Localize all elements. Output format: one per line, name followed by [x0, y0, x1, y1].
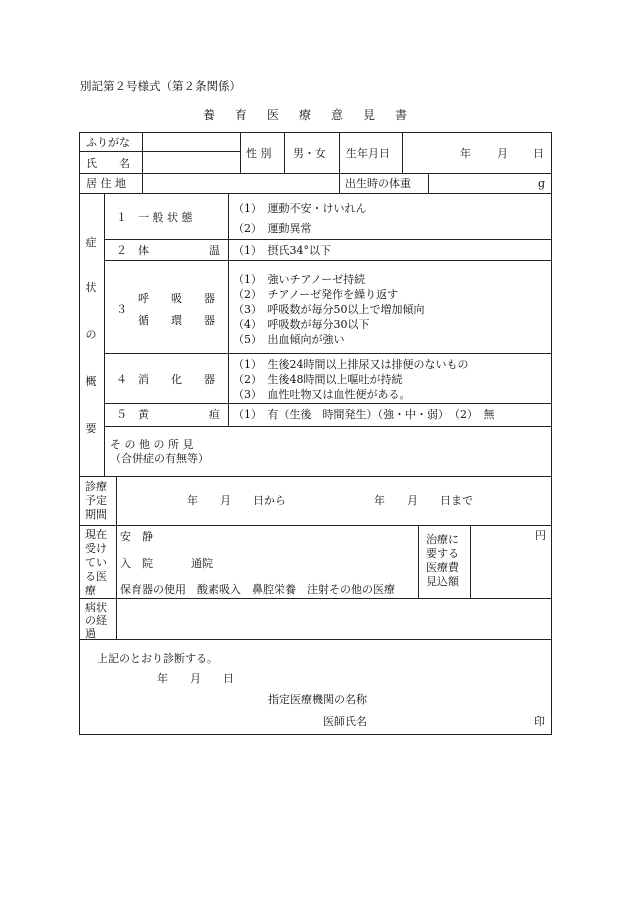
- seal-label: 印: [534, 715, 545, 728]
- cost-label-2: 要する: [426, 547, 459, 560]
- symptoms-label-1: 症: [85, 236, 97, 249]
- respiratory-option[interactable]: （1） 強いチアノーゼ持続: [233, 273, 366, 286]
- digestive-label: ４ 消 化 器: [116, 373, 215, 386]
- current-label-5: 療: [85, 584, 96, 597]
- birth-weight-label: 出生時の体重: [345, 177, 411, 190]
- general-condition-label: １ 一 般 状 態: [116, 211, 193, 224]
- digestive-option[interactable]: （2） 生後48時間以上嘔吐が持続: [233, 373, 403, 386]
- course-label-3: 過: [85, 627, 96, 640]
- course-label-1: 病状: [85, 601, 107, 614]
- digestive-option[interactable]: （3） 血性吐物又は血性便がある。: [233, 388, 411, 401]
- sex-options[interactable]: 男・女: [293, 147, 326, 160]
- temperature-option[interactable]: （1） 摂氏34°以下: [233, 244, 331, 257]
- current-label-4: る医: [85, 570, 107, 583]
- symptoms-label-3: の: [85, 328, 97, 341]
- temperature-label-end: 温: [209, 244, 220, 257]
- complications-label: （合併症の有無等）: [110, 452, 209, 465]
- respiratory-label: 呼 吸 器: [138, 292, 215, 305]
- page-title: 養育医療意見書: [202, 108, 427, 122]
- name-label: 氏 名: [86, 157, 130, 170]
- symptoms-label-5: 要: [85, 422, 97, 435]
- treatment-rest[interactable]: 安 静: [120, 530, 153, 543]
- cost-label-1: 治療に: [426, 533, 459, 546]
- circulatory-label: 循 環 器: [138, 314, 215, 327]
- other-findings-label: そ の 他 の 所 見: [110, 438, 194, 451]
- respiratory-option[interactable]: （4） 呼吸数が毎分30以下: [233, 318, 370, 331]
- period-to: 年 月 日まで: [374, 494, 473, 507]
- treatment-admission[interactable]: 入 院: [120, 557, 153, 570]
- jaundice-label: ５ 黄: [116, 408, 149, 421]
- respiratory-option[interactable]: （5） 出血傾向が強い: [233, 333, 345, 346]
- birthdate-label: 生年月日: [346, 147, 390, 160]
- respiratory-option[interactable]: （2） チアノーゼ発作を繰り返す: [233, 288, 399, 301]
- current-label-2: 受け: [85, 542, 107, 555]
- jaundice-options[interactable]: （1） 有（生後 時間発生）（強・中・弱） （2） 無: [233, 408, 495, 421]
- address-label: 居 住 地: [86, 177, 126, 190]
- doctor-name-label: 医師氏名: [323, 715, 367, 728]
- respiratory-option[interactable]: （3） 呼吸数が毎分50以上で増加傾向: [233, 303, 425, 316]
- period-from: 年 月 日から: [187, 494, 286, 507]
- period-label-2: 予定: [85, 494, 107, 507]
- temperature-label: ２ 体: [116, 244, 149, 257]
- current-label-3: てい: [85, 556, 107, 569]
- diagnosis-date: 年 月 日: [157, 672, 234, 685]
- furigana-label: ふりがな: [86, 136, 130, 149]
- respiratory-number: ３: [116, 303, 127, 316]
- current-label-1: 現在: [85, 528, 107, 541]
- opinion-form: [79, 132, 552, 735]
- cost-label-4: 見込額: [426, 575, 459, 588]
- birth-day-unit: 日: [533, 147, 544, 160]
- weight-unit: g: [538, 177, 546, 190]
- course-label-2: の経: [85, 614, 107, 627]
- symptoms-label-2: 状: [85, 281, 97, 294]
- birth-year-unit: 年: [460, 147, 471, 160]
- cost-label-3: 医療費: [426, 561, 459, 574]
- cost-unit: 円: [535, 529, 546, 542]
- symptoms-label-4: 概: [85, 375, 97, 388]
- treatment-outpatient[interactable]: 通院: [191, 557, 213, 570]
- digestive-option[interactable]: （1） 生後24時間以上排尿又は排便のないもの: [233, 358, 469, 371]
- period-label-3: 期間: [85, 508, 107, 521]
- sex-label: 性 別: [246, 147, 272, 160]
- birth-month-unit: 月: [497, 147, 508, 160]
- general-option[interactable]: （1） 運動不安・けいれん: [233, 202, 367, 215]
- general-option[interactable]: （2） 運動異常: [233, 222, 312, 235]
- period-label-1: 診療: [85, 480, 107, 493]
- diagnosis-statement: 上記のとおり診断する。: [97, 652, 218, 665]
- institution-label: 指定医療機関の名称: [268, 693, 367, 706]
- form-style-note: 別記第２号様式（第２条関係）: [80, 79, 241, 93]
- jaundice-label-end: 疸: [209, 408, 220, 421]
- treatment-methods[interactable]: 保育器の使用 酸素吸入 鼻腔栄養 注射その他の医療: [120, 583, 395, 596]
